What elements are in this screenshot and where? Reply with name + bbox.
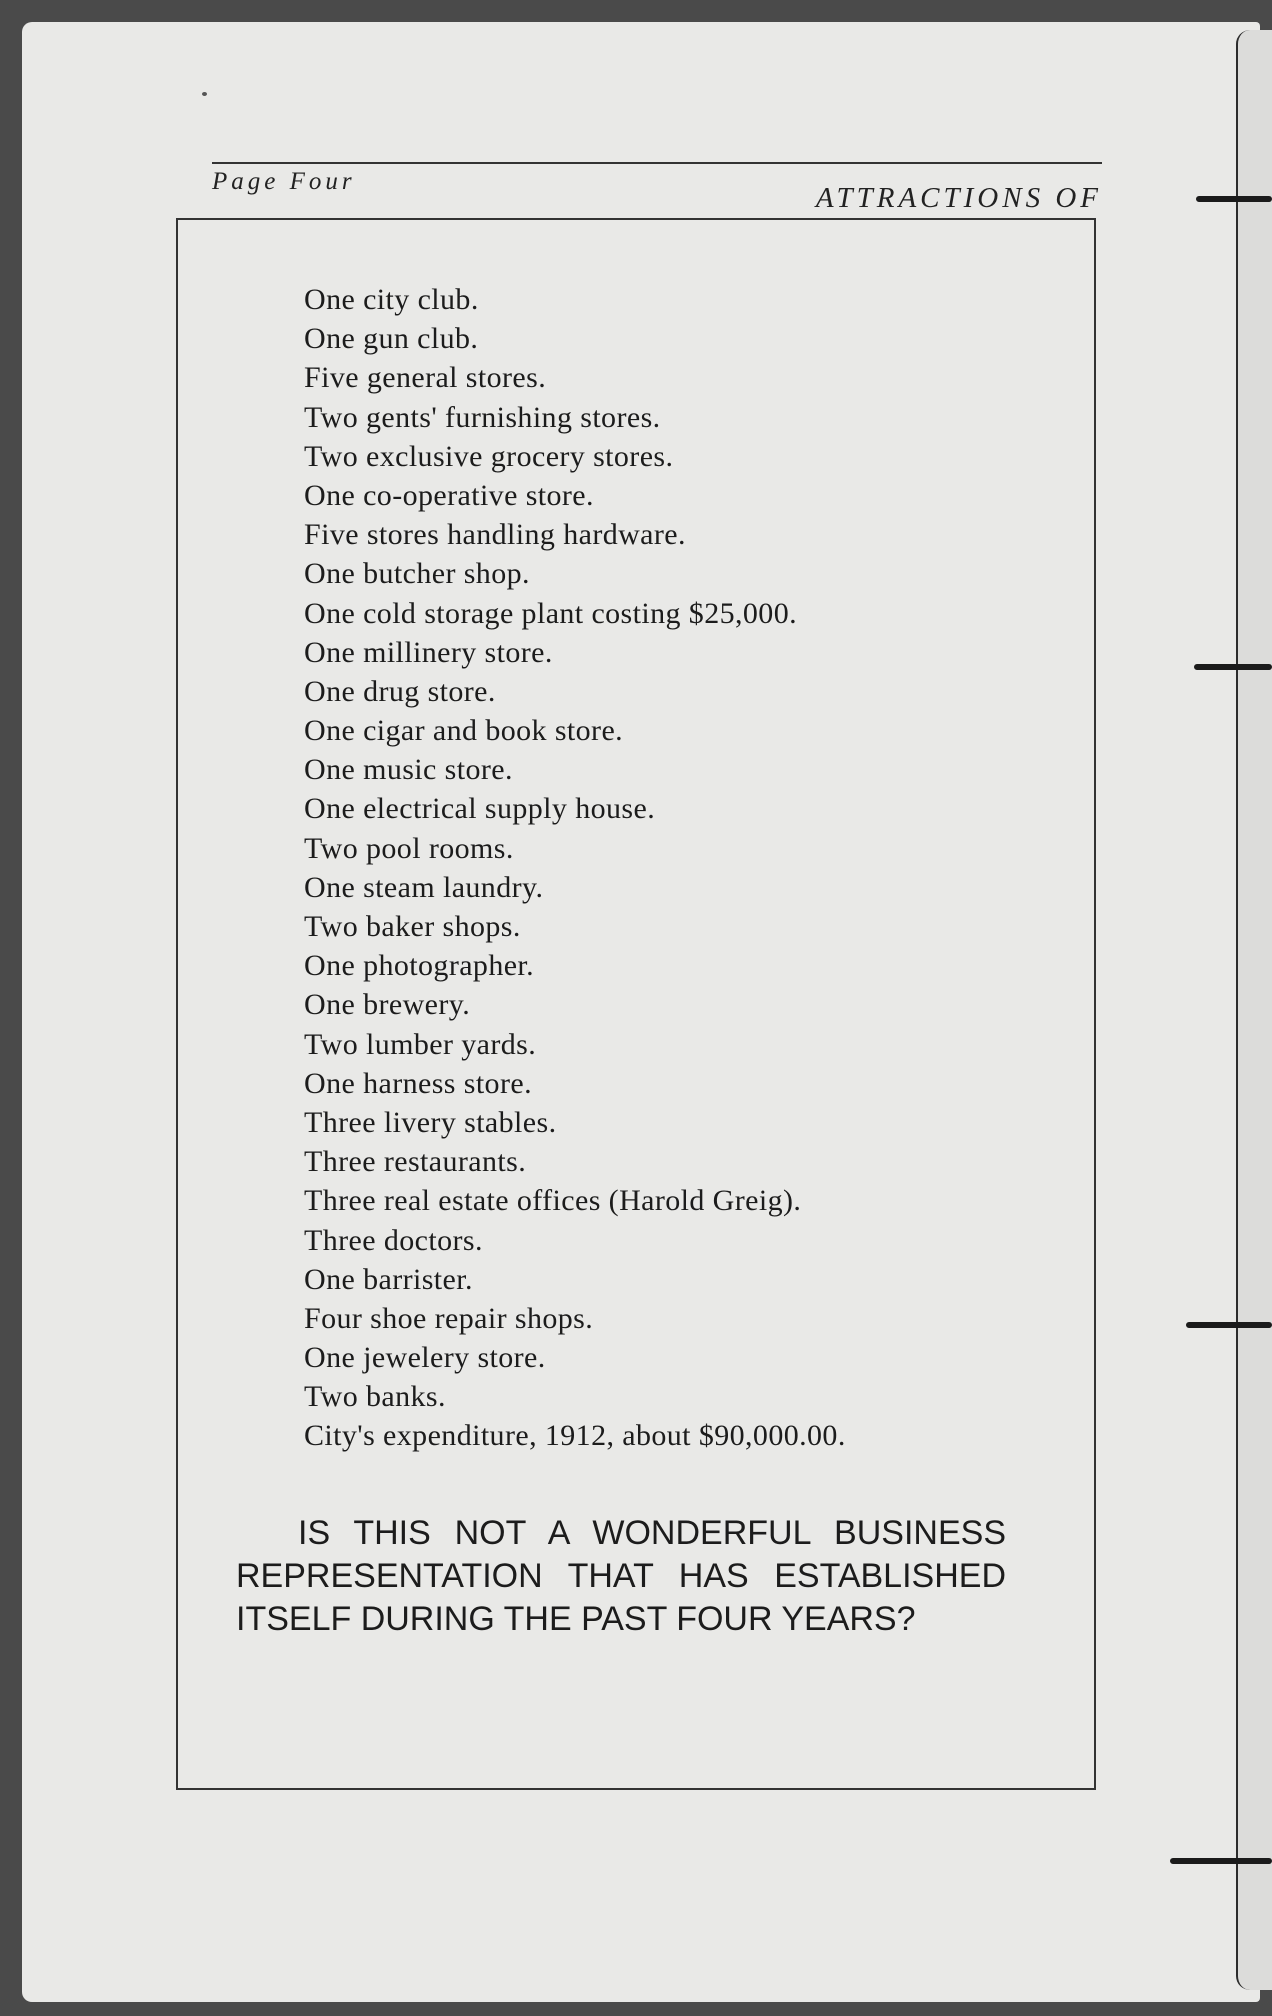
- business-list-item: Five stores handling hardware.: [304, 518, 686, 552]
- business-list-item: One millinery store.: [304, 635, 553, 669]
- business-list-item: One brewery.: [304, 988, 471, 1022]
- business-list-item: One city club.: [304, 283, 479, 316]
- business-list-item: One gun club.: [304, 322, 479, 356]
- binding-stitch: [1196, 196, 1272, 202]
- business-list-item: One butcher shop.: [304, 557, 530, 591]
- business-list-item: One jewelery store.: [304, 1341, 546, 1375]
- binding-stitch: [1170, 1858, 1272, 1864]
- business-list-item: Two exclusive grocery stores.: [304, 439, 674, 473]
- business-list-item: Three livery stables.: [304, 1105, 557, 1139]
- business-list-item: Two lumber yards.: [304, 1027, 537, 1061]
- business-list-item: Two gents' furnishing stores.: [304, 400, 661, 434]
- business-list-item: Two banks.: [304, 1380, 446, 1414]
- closing-statement: IS THIS NOT A WONDERFUL BUSINESS REPRESENTATION THAT HAS ESTABLISHED ITSELF DURING THE PAST FOUR YEARS?: [236, 1514, 1006, 1638]
- business-list-item: Three restaurants.: [304, 1145, 527, 1179]
- binding-stitch: [1186, 1322, 1272, 1328]
- business-list-item: One cold storage plant costing $25,000.: [304, 596, 798, 630]
- running-head: ATTRACTIONS OF: [815, 182, 1102, 214]
- business-list-item: Two baker shops.: [304, 910, 521, 943]
- business-list-item: One drug store.: [304, 674, 496, 708]
- business-list-item: Three doctors.: [304, 1223, 483, 1257]
- page-label: Page Four: [212, 168, 356, 195]
- business-list-item: One cigar and book store.: [304, 714, 624, 748]
- business-list: [304, 280, 846, 1456]
- business-list-item: One electrical supply house.: [304, 792, 656, 826]
- book-spine: [1236, 30, 1272, 1990]
- business-list-item: One co-operative store.: [304, 478, 594, 512]
- business-list-item: Two pool rooms.: [304, 831, 514, 865]
- business-list-item: Five general stores.: [304, 361, 547, 395]
- header-top-rule: [212, 162, 1102, 164]
- business-list-item: One barrister.: [304, 1262, 473, 1296]
- business-list-item: One photographer.: [304, 949, 535, 983]
- business-list-item: Four shoe repair shops.: [304, 1301, 594, 1335]
- business-list-item: City's expenditure, 1912, about $90,000.00.: [304, 1419, 846, 1453]
- ink-speck: [202, 92, 207, 96]
- business-list-item: One harness store.: [304, 1066, 532, 1100]
- binding-stitch: [1194, 664, 1272, 670]
- business-list-item: One steam laundry.: [304, 870, 544, 904]
- business-list-item: Three real estate offices (Harold Greig).: [304, 1184, 802, 1218]
- business-list-item: One music store.: [304, 753, 513, 787]
